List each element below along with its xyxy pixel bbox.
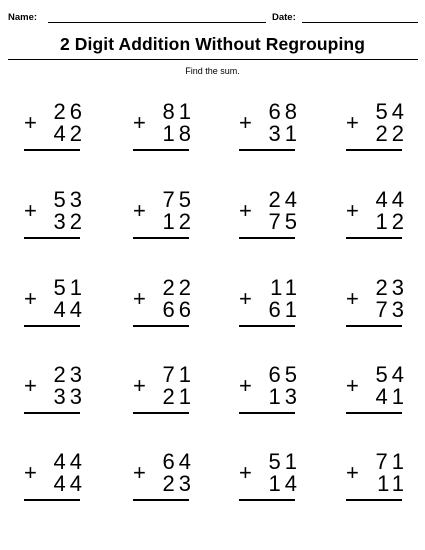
bottom-addend: 31 bbox=[268, 121, 301, 146]
plus-sign: + bbox=[239, 286, 252, 311]
addition-problem bbox=[239, 451, 309, 511]
plus-sign: + bbox=[24, 286, 37, 311]
addition-problem bbox=[239, 277, 309, 337]
top-addend: 22 bbox=[162, 275, 195, 300]
addition-problem bbox=[239, 364, 309, 424]
top-addend: 24 bbox=[268, 187, 301, 212]
top-addend: 23 bbox=[375, 275, 408, 300]
addition-problem bbox=[346, 364, 416, 424]
answer-line[interactable] bbox=[133, 325, 189, 327]
answer-line[interactable] bbox=[239, 499, 295, 501]
addition-problem bbox=[24, 451, 94, 511]
plus-sign: + bbox=[346, 110, 359, 135]
answer-line[interactable] bbox=[346, 237, 402, 239]
bottom-addend: 23 bbox=[162, 471, 195, 496]
addition-problem bbox=[24, 189, 94, 249]
top-addend: 23 bbox=[53, 362, 86, 387]
plus-sign: + bbox=[239, 460, 252, 485]
answer-line[interactable] bbox=[239, 325, 295, 327]
bottom-addend: 11 bbox=[377, 471, 408, 496]
date-label: Date: bbox=[272, 12, 296, 23]
plus-sign: + bbox=[133, 198, 146, 223]
title-divider bbox=[8, 59, 418, 60]
top-addend: 53 bbox=[53, 187, 86, 212]
addition-problem bbox=[346, 101, 416, 161]
answer-line[interactable] bbox=[239, 412, 295, 414]
answer-line[interactable] bbox=[346, 499, 402, 501]
addition-problem bbox=[346, 451, 416, 511]
answer-line[interactable] bbox=[133, 237, 189, 239]
bottom-addend: 75 bbox=[268, 209, 301, 234]
plus-sign: + bbox=[133, 286, 146, 311]
name-field-line[interactable] bbox=[48, 22, 266, 23]
plus-sign: + bbox=[24, 110, 37, 135]
bottom-addend: 73 bbox=[375, 297, 408, 322]
addition-problem bbox=[346, 189, 416, 249]
plus-sign: + bbox=[346, 460, 359, 485]
top-addend: 51 bbox=[268, 449, 301, 474]
addition-problem bbox=[239, 101, 309, 161]
answer-line[interactable] bbox=[24, 325, 80, 327]
bottom-addend: 66 bbox=[162, 297, 195, 322]
answer-line[interactable] bbox=[24, 149, 80, 151]
top-addend: 44 bbox=[53, 449, 86, 474]
plus-sign: + bbox=[133, 373, 146, 398]
answer-line[interactable] bbox=[133, 149, 189, 151]
top-addend: 81 bbox=[162, 99, 195, 124]
answer-line[interactable] bbox=[346, 149, 402, 151]
top-addend: 71 bbox=[375, 449, 408, 474]
bottom-addend: 61 bbox=[268, 297, 301, 322]
plus-sign: + bbox=[346, 198, 359, 223]
addition-problem bbox=[24, 277, 94, 337]
plus-sign: + bbox=[346, 373, 359, 398]
plus-sign: + bbox=[239, 373, 252, 398]
top-addend: 75 bbox=[162, 187, 195, 212]
bottom-addend: 14 bbox=[268, 471, 301, 496]
bottom-addend: 22 bbox=[375, 121, 408, 146]
date-field-line[interactable] bbox=[302, 22, 418, 23]
top-addend: 65 bbox=[268, 362, 301, 387]
top-addend: 44 bbox=[375, 187, 408, 212]
top-addend: 54 bbox=[375, 362, 408, 387]
bottom-addend: 18 bbox=[162, 121, 195, 146]
bottom-addend: 12 bbox=[162, 209, 195, 234]
addition-problem bbox=[133, 364, 203, 424]
bottom-addend: 41 bbox=[375, 384, 408, 409]
bottom-addend: 42 bbox=[53, 121, 86, 146]
worksheet-title: 2 Digit Addition Without Regrouping bbox=[60, 34, 365, 54]
plus-sign: + bbox=[239, 198, 252, 223]
bottom-addend: 21 bbox=[162, 384, 195, 409]
top-addend: 68 bbox=[268, 99, 301, 124]
answer-line[interactable] bbox=[133, 499, 189, 501]
addition-problem bbox=[133, 189, 203, 249]
addition-problem bbox=[133, 451, 203, 511]
bottom-addend: 33 bbox=[53, 384, 86, 409]
top-addend: 64 bbox=[162, 449, 195, 474]
answer-line[interactable] bbox=[239, 237, 295, 239]
plus-sign: + bbox=[346, 286, 359, 311]
answer-line[interactable] bbox=[24, 237, 80, 239]
answer-line[interactable] bbox=[24, 412, 80, 414]
plus-sign: + bbox=[24, 460, 37, 485]
plus-sign: + bbox=[133, 460, 146, 485]
answer-line[interactable] bbox=[24, 499, 80, 501]
plus-sign: + bbox=[24, 373, 37, 398]
top-addend: 26 bbox=[53, 99, 86, 124]
addition-problem bbox=[239, 189, 309, 249]
top-addend: 54 bbox=[375, 99, 408, 124]
plus-sign: + bbox=[239, 110, 252, 135]
instructions-text: Find the sum. bbox=[185, 66, 240, 76]
plus-sign: + bbox=[133, 110, 146, 135]
addition-problem bbox=[24, 101, 94, 161]
addition-problem bbox=[24, 364, 94, 424]
top-addend: 11 bbox=[270, 275, 301, 300]
answer-line[interactable] bbox=[239, 149, 295, 151]
answer-line[interactable] bbox=[346, 325, 402, 327]
top-addend: 51 bbox=[53, 275, 86, 300]
bottom-addend: 44 bbox=[53, 297, 86, 322]
name-label: Name: bbox=[8, 12, 38, 23]
addition-problem bbox=[346, 277, 416, 337]
addition-problem bbox=[133, 277, 203, 337]
answer-line[interactable] bbox=[133, 412, 189, 414]
addition-problem bbox=[133, 101, 203, 161]
plus-sign: + bbox=[24, 198, 37, 223]
bottom-addend: 13 bbox=[268, 384, 301, 409]
worksheet-header bbox=[8, 12, 418, 26]
bottom-addend: 44 bbox=[53, 471, 86, 496]
answer-line[interactable] bbox=[346, 412, 402, 414]
bottom-addend: 12 bbox=[375, 209, 408, 234]
top-addend: 71 bbox=[162, 362, 195, 387]
bottom-addend: 32 bbox=[53, 209, 86, 234]
